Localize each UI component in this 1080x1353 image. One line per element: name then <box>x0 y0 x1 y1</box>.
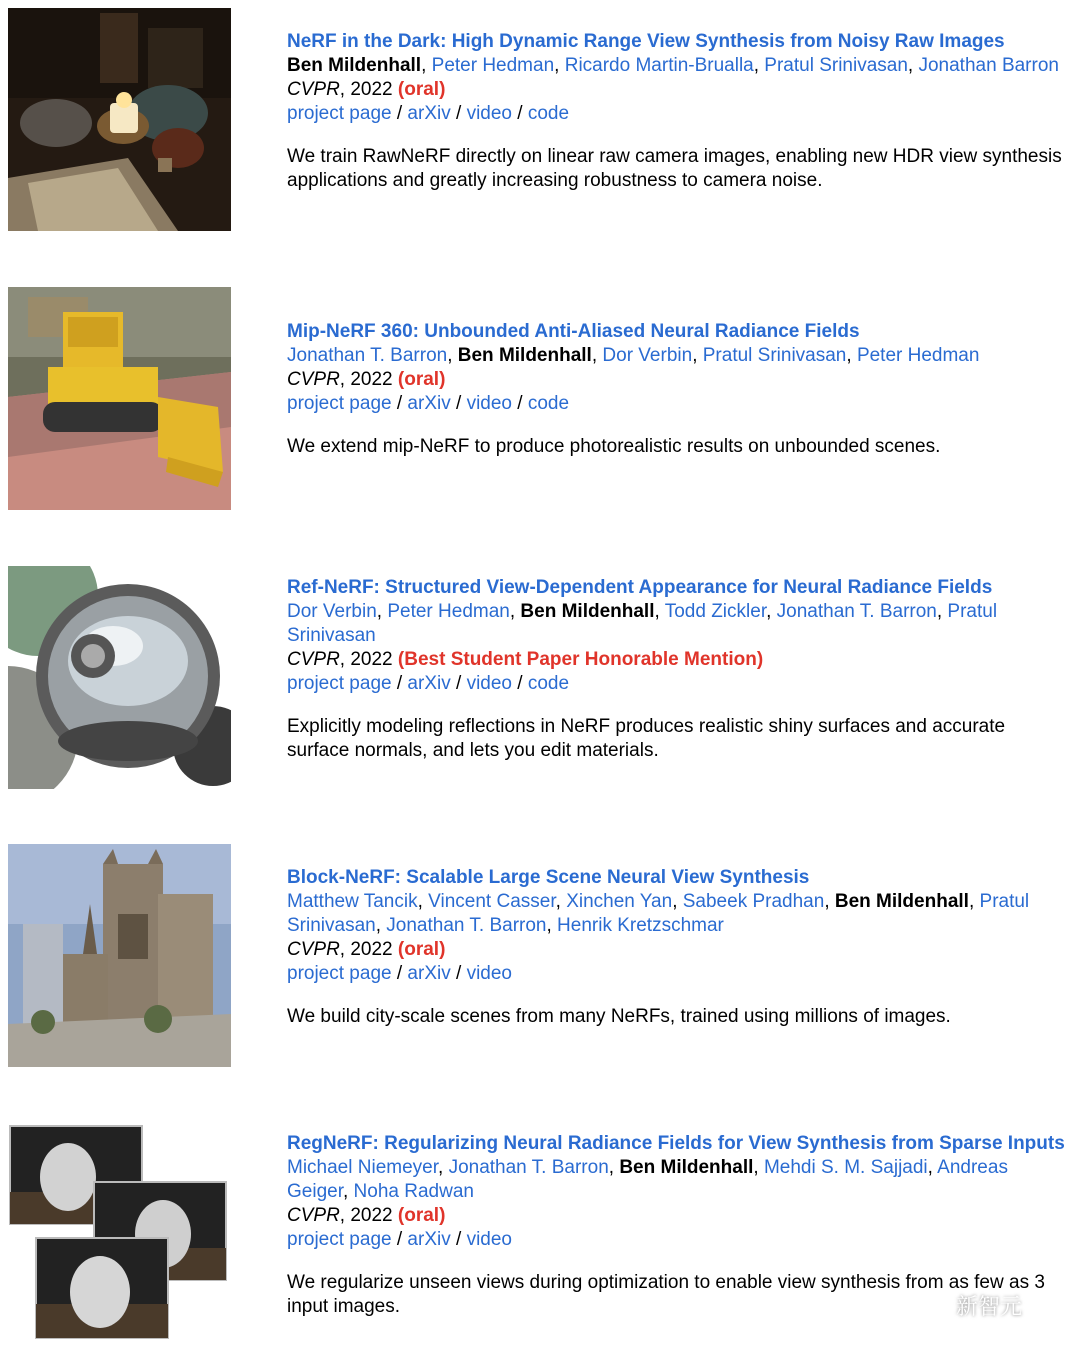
cathedral-thumbnail[interactable] <box>8 844 231 1067</box>
author-link[interactable]: Henrik Kretzschmar <box>557 915 724 936</box>
project-page-link[interactable]: project page <box>287 673 392 694</box>
video-link[interactable]: video <box>466 673 512 694</box>
watermark-text: 新智元 <box>956 1294 1023 1319</box>
author-link[interactable]: Jonathan T. Barron <box>386 915 547 936</box>
paper-title-link[interactable]: RegNeRF: Regularizing Neural Radiance Fields for View Synthesis from Sparse Inputs <box>287 1133 1065 1154</box>
arxiv-link[interactable]: arXiv <box>407 963 451 984</box>
author-list: Ben Mildenhall, Peter Hedman, Ricardo Martin-Brualla, Pratul Srinivasan, Jonathan Barron <box>287 55 1059 76</box>
author-link[interactable]: Michael Niemeyer <box>287 1157 438 1178</box>
code-link[interactable]: code <box>527 103 570 124</box>
arxiv-link[interactable]: arXiv <box>407 673 451 694</box>
author-link[interactable]: Noha Radwan <box>353 1181 474 1202</box>
author-self: Ben Mildenhall <box>287 55 422 76</box>
author-link[interactable]: Pratul Srinivasan <box>287 601 998 646</box>
venue-year: , 2022 <box>339 369 398 390</box>
candle-scene-thumbnail[interactable] <box>8 8 231 231</box>
author-list: Dor Verbin, Peter Hedman, Ben Mildenhall, Todd Zickler, Jonathan T. Barron, Pratul Srinivasan <box>287 601 998 646</box>
venue-year: , 2022 <box>339 649 398 670</box>
venue-name: CVPR <box>287 649 340 670</box>
paper-description: Explicitly modeling reflections in NeRF produces realistic shiny surfaces and accurate surface normals, and lets you edit materials. <box>287 716 1006 761</box>
venue-name: CVPR <box>287 939 340 960</box>
paper-description: We extend mip-NeRF to produce photorealistic results on unbounded scenes. <box>287 436 941 457</box>
paper-title-link[interactable]: Ref-NeRF: Structured View-Dependent Appearance for Neural Radiance Fields <box>287 577 993 598</box>
author-link[interactable]: Pratul Srinivasan <box>702 345 847 366</box>
author-link[interactable]: Vincent Casser <box>428 891 556 912</box>
arxiv-link[interactable]: arXiv <box>407 393 451 414</box>
author-link[interactable]: Jonathan Barron <box>918 55 1059 76</box>
author-link[interactable]: Pratul Srinivasan <box>764 55 908 76</box>
award-badge: (Best Student Paper Honorable Mention) <box>397 649 764 670</box>
watermark <box>920 1290 1022 1321</box>
resource-links: project page / arXiv / video <box>287 1229 512 1250</box>
author-link[interactable]: Peter Hedman <box>431 55 555 76</box>
paper-description: We build city-scale scenes from many NeRFs, trained using millions of images. <box>287 1006 951 1027</box>
resource-links: project page / arXiv / video <box>287 963 512 984</box>
author-self: Ben Mildenhall <box>457 345 592 366</box>
venue-name: CVPR <box>287 369 340 390</box>
venue-line <box>287 368 1067 392</box>
arxiv-link[interactable]: arXiv <box>407 103 451 124</box>
author-self: Ben Mildenhall <box>619 1157 754 1178</box>
video-link[interactable]: video <box>466 963 512 984</box>
award-badge: (oral) <box>397 369 446 390</box>
venue-year: , 2022 <box>339 1205 398 1226</box>
author-link[interactable]: Mehdi S. M. Sajjadi <box>763 1157 928 1178</box>
venue-line <box>287 648 1067 672</box>
resource-links: project page / arXiv / video / code <box>287 103 570 124</box>
venue-year: , 2022 <box>339 939 398 960</box>
buddha-statues-thumbnail[interactable] <box>8 1122 231 1345</box>
arxiv-link[interactable]: arXiv <box>407 1229 451 1250</box>
award-badge: (oral) <box>397 1205 446 1226</box>
code-link[interactable]: code <box>527 673 570 694</box>
shiny-sphere-thumbnail[interactable] <box>8 566 231 789</box>
author-list: Matthew Tancik, Vincent Casser, Xinchen Yan, Sabeek Pradhan, Ben Mildenhall, Pratul Srinivasan, Jonathan T. Barron, Henrik Kretzschmar <box>287 891 1030 936</box>
author-link[interactable]: Peter Hedman <box>387 601 510 622</box>
resource-links: project page / arXiv / video / code <box>287 393 570 414</box>
venue-line <box>287 938 1067 962</box>
resource-links: project page / arXiv / video / code <box>287 673 570 694</box>
author-link[interactable]: Xinchen Yan <box>566 891 673 912</box>
award-badge: (oral) <box>397 79 446 100</box>
venue-year: , 2022 <box>339 79 398 100</box>
venue-line <box>287 1204 1067 1228</box>
author-link[interactable]: Pratul Srinivasan <box>287 891 1030 936</box>
video-link[interactable]: video <box>466 393 512 414</box>
author-list: Jonathan T. Barron, Ben Mildenhall, Dor Verbin, Pratul Srinivasan, Peter Hedman <box>287 345 980 366</box>
project-page-link[interactable]: project page <box>287 963 392 984</box>
author-link[interactable]: Sabeek Pradhan <box>682 891 825 912</box>
author-link[interactable]: Jonathan T. Barron <box>448 1157 609 1178</box>
project-page-link[interactable]: project page <box>287 1229 392 1250</box>
code-link[interactable]: code <box>527 393 570 414</box>
project-page-link[interactable]: project page <box>287 103 392 124</box>
author-link[interactable]: Matthew Tancik <box>287 891 418 912</box>
author-link[interactable]: Peter Hedman <box>856 345 980 366</box>
video-link[interactable]: video <box>466 103 512 124</box>
paper-title-link[interactable]: NeRF in the Dark: High Dynamic Range View Synthesis from Noisy Raw Images <box>287 31 1005 52</box>
paper-title-link[interactable]: Mip-NeRF 360: Unbounded Anti-Aliased Neural Radiance Fields <box>287 321 860 342</box>
project-page-link[interactable]: project page <box>287 393 392 414</box>
author-link[interactable]: Andreas Geiger <box>287 1157 1008 1202</box>
paper-description: We train RawNeRF directly on linear raw camera images, enabling new HDR view synthesis applications and greatly increasing robustness to camera noise. <box>287 146 1062 191</box>
author-link[interactable]: Dor Verbin <box>287 601 377 622</box>
author-link[interactable]: Ricardo Martin-Brualla <box>564 55 754 76</box>
author-list: Michael Niemeyer, Jonathan T. Barron, Ben Mildenhall, Mehdi S. M. Sajjadi, Andreas Geiger, Noha Radwan <box>287 1157 1008 1202</box>
author-self: Ben Mildenhall <box>834 891 969 912</box>
venue-name: CVPR <box>287 79 340 100</box>
wechat-icon <box>920 1293 950 1319</box>
author-link[interactable]: Jonathan T. Barron <box>776 601 937 622</box>
author-link[interactable]: Todd Zickler <box>664 601 767 622</box>
venue-name: CVPR <box>287 1205 340 1226</box>
paper-title-link[interactable]: Block-NeRF: Scalable Large Scene Neural View Synthesis <box>287 867 810 888</box>
venue-line <box>287 78 1067 102</box>
author-self: Ben Mildenhall <box>520 601 655 622</box>
paper-description: We regularize unseen views during optimization to enable view synthesis from as few as 3 input images. <box>287 1272 1045 1317</box>
video-link[interactable]: video <box>466 1229 512 1250</box>
award-badge: (oral) <box>397 939 446 960</box>
lego-bulldozer-thumbnail[interactable] <box>8 287 231 510</box>
author-link[interactable]: Jonathan T. Barron <box>287 345 448 366</box>
author-link[interactable]: Dor Verbin <box>602 345 693 366</box>
